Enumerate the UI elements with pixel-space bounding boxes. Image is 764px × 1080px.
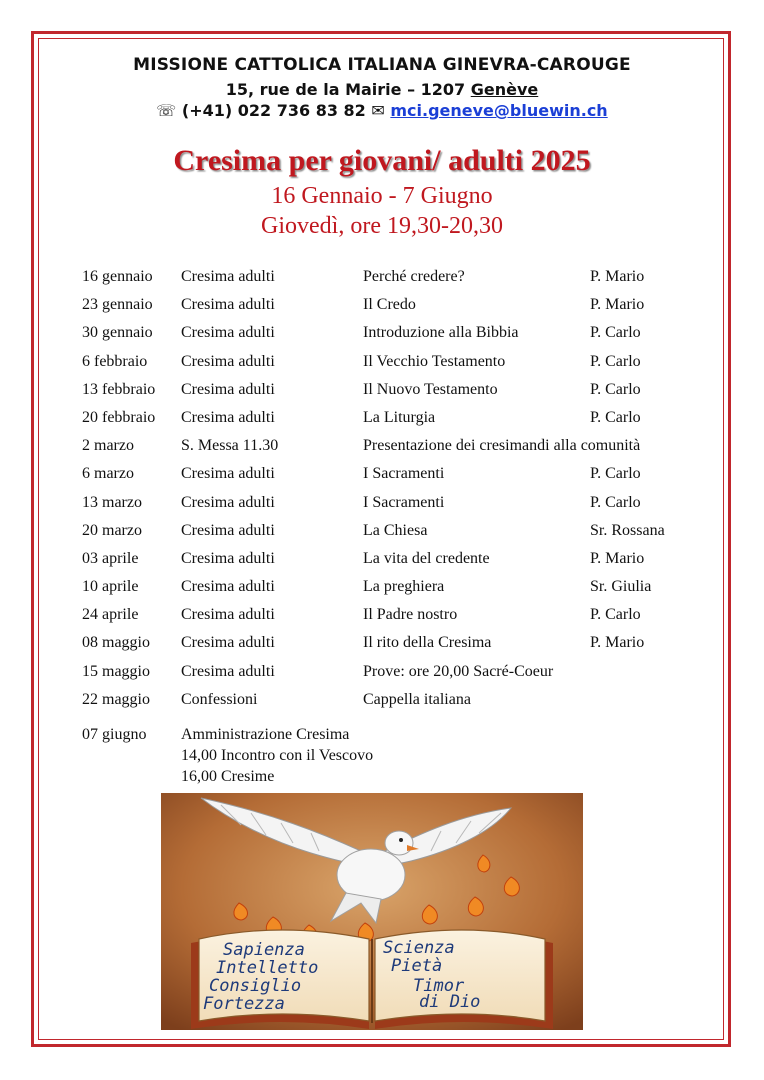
mail-icon: ✉	[371, 101, 385, 120]
row-topic: Il rito della Cresima	[363, 634, 492, 652]
row-date: 30 gennaio	[82, 324, 153, 342]
row-date: 13 marzo	[82, 493, 142, 511]
row-topic: La preghiera	[363, 578, 445, 596]
row-topic: Cappella italiana	[363, 690, 471, 708]
row-event: Cresima adulti	[181, 268, 275, 285]
row-date: 03 aprile	[82, 549, 139, 567]
row-speaker: P. Carlo	[590, 324, 641, 342]
book-word: di Dio	[419, 992, 481, 1012]
row-event: Cresima adulti	[181, 380, 275, 398]
table-row	[82, 409, 702, 437]
table-row	[82, 663, 702, 691]
email-link[interactable]: mci.geneve@bluewin.ch	[390, 101, 608, 120]
address	[0, 80, 764, 99]
row-topic: Il Vecchio Testamento	[363, 352, 506, 370]
table-row	[82, 606, 702, 634]
row-topic: La vita del credente	[363, 549, 490, 567]
row-event: Cresima adulti	[181, 493, 275, 511]
row-date: 13 febbraio	[82, 380, 156, 398]
table-row	[82, 353, 702, 381]
row-topic: La Liturgia	[363, 408, 436, 426]
book-word: Scienza	[383, 938, 455, 958]
row-date: 24 aprile	[82, 606, 139, 624]
row-date: 20 febbraio	[82, 408, 156, 426]
row-date: 20 marzo	[82, 521, 142, 539]
row-speaker: Sr. Rossana	[590, 521, 665, 539]
contact-line	[0, 101, 764, 120]
book-word: Consiglio	[209, 976, 302, 996]
schedule-table	[82, 268, 702, 719]
row-event: Cresima adulti	[181, 662, 275, 680]
row-event: Cresima adulti	[181, 634, 275, 652]
row-event: Cresima adulti	[181, 296, 275, 314]
row-topic: Introduzione alla Bibbia	[363, 324, 519, 342]
row-speaker: P. Carlo	[590, 493, 641, 511]
row-speaker: P. Carlo	[590, 380, 641, 398]
dove-book-illustration	[161, 793, 583, 1030]
final-line: Amministrazione Cresima	[181, 726, 350, 743]
row-event: Cresima adulti	[181, 521, 275, 539]
book-word: Intelletto	[216, 958, 319, 978]
table-row	[82, 324, 702, 352]
row-topic: Presentazione dei cresimandi alla comunità	[363, 437, 641, 455]
row-event: Cresima adulti	[181, 352, 275, 370]
row-date: 16 gennaio	[82, 268, 153, 285]
row-event: Cresima adulti	[181, 324, 275, 342]
row-topic: I Sacramenti	[363, 493, 445, 511]
book-word: Timor	[413, 976, 465, 996]
page-title: Cresima per giovani/ adulti 2025	[173, 144, 591, 177]
row-event: Cresima adulti	[181, 465, 275, 483]
book-word: Fortezza	[203, 994, 285, 1014]
table-row	[82, 522, 702, 550]
table-row	[82, 634, 702, 662]
final-details	[181, 724, 373, 787]
weekly-time: Giovedì, ore 19,30-20,30	[261, 213, 503, 239]
row-speaker: Sr. Giulia	[590, 578, 652, 596]
row-topic: Il Padre nostro	[363, 606, 458, 624]
row-date: 6 febbraio	[82, 352, 148, 370]
row-speaker: P. Carlo	[590, 408, 641, 426]
table-row	[82, 550, 702, 578]
table-row	[82, 296, 702, 324]
row-date: 22 maggio	[82, 690, 150, 708]
row-speaker: P. Carlo	[590, 606, 641, 624]
row-event: Confessioni	[181, 690, 258, 708]
row-date: 6 marzo	[82, 465, 134, 483]
table-row	[82, 381, 702, 409]
row-speaker: P. Mario	[590, 549, 645, 567]
row-topic: Prove: ore 20,00 Sacré-Coeur	[363, 662, 554, 680]
row-event: Cresima adulti	[181, 578, 275, 596]
row-speaker: P. Carlo	[590, 465, 641, 483]
final-line: 14,00 Incontro con il Vescovo	[181, 747, 374, 764]
table-row	[82, 691, 702, 719]
row-event: Cresima adulti	[181, 549, 275, 567]
row-event: S. Messa 11.30	[181, 437, 279, 455]
row-date: 23 gennaio	[82, 296, 153, 314]
address-city: Genève	[470, 80, 539, 99]
date-range: 16 Gennaio - 7 Giugno	[271, 183, 493, 209]
row-date: 15 maggio	[82, 662, 150, 680]
row-topic: Il Nuovo Testamento	[363, 380, 498, 398]
row-event: Cresima adulti	[181, 606, 275, 624]
row-topic: La Chiesa	[363, 521, 428, 539]
row-speaker: P. Mario	[590, 634, 645, 652]
table-row	[82, 494, 702, 522]
row-date: 2 marzo	[82, 437, 134, 455]
table-row	[82, 578, 702, 606]
final-date: 07 giugno	[82, 726, 147, 743]
table-row	[82, 437, 702, 465]
row-topic: Il Credo	[363, 296, 416, 314]
row-topic: I Sacramenti	[363, 465, 445, 483]
phone-icon: ☏	[156, 101, 177, 120]
phone-number: (+41) 022 736 83 82	[181, 101, 366, 120]
table-row	[82, 465, 702, 493]
address-street: 15, rue de la Mairie – 1207	[225, 80, 466, 99]
row-speaker: P. Mario	[590, 268, 645, 285]
row-speaker: P. Mario	[590, 296, 645, 314]
final-line: 16,00 Cresime	[181, 768, 275, 785]
table-row	[82, 268, 702, 296]
row-event: Cresima adulti	[181, 408, 275, 426]
book-word: Pietà	[391, 956, 443, 976]
row-date: 10 aprile	[82, 578, 139, 596]
row-speaker: P. Carlo	[590, 352, 641, 370]
book-word: Sapienza	[223, 940, 305, 960]
row-topic: Perché credere?	[363, 268, 465, 285]
row-date: 08 maggio	[82, 634, 150, 652]
organization-name: MISSIONE CATTOLICA ITALIANA GINEVRA-CAROUGE	[133, 55, 631, 75]
